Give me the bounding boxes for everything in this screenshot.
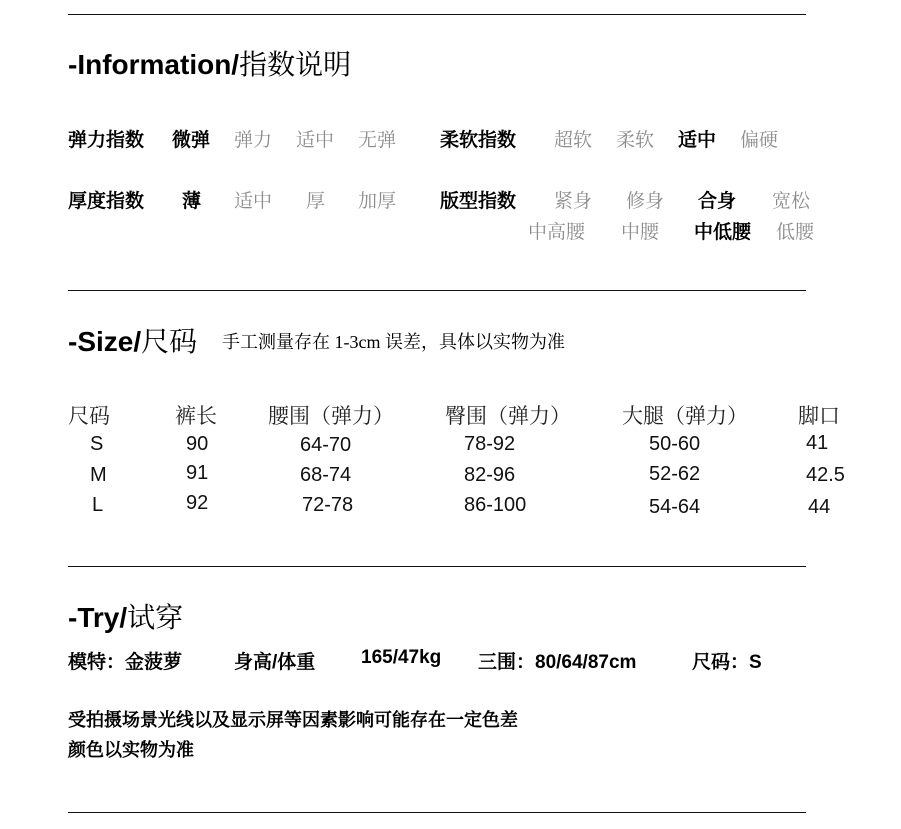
size-heading-en: -Size/	[68, 326, 142, 357]
measurements-value: 80/64/87cm	[535, 652, 637, 673]
color-disclaimer: 颜色以实物为准	[68, 740, 194, 760]
fit-option: 紧身	[554, 191, 593, 212]
table-cell: 86-100	[464, 494, 527, 516]
table-cell: 41	[806, 432, 829, 454]
table-cell: 52-62	[649, 463, 701, 485]
table-cell: 78-92	[464, 433, 516, 455]
thickness-option: 适中	[234, 191, 273, 212]
divider-line	[68, 290, 806, 291]
softness-option: 超软	[554, 130, 593, 151]
table-header: 尺码	[68, 404, 110, 428]
waist-option: 中腰	[621, 222, 660, 243]
elasticity-label: 弹力指数	[68, 130, 145, 151]
fit-label: 版型指数	[440, 191, 517, 212]
table-cell: 44	[808, 496, 831, 518]
table-cell: 50-60	[649, 433, 701, 455]
measurement-note: 手工测量存在 1-3cm 误差，具体以实物为准	[222, 332, 565, 352]
waist-option: 中高腰	[528, 222, 586, 243]
size-heading	[68, 320, 197, 360]
height-weight-label: 身高/体重	[234, 652, 316, 673]
table-header: 臀围（弹力）	[445, 404, 571, 428]
information-heading-en: -Information/	[68, 49, 240, 80]
softness-option: 适中	[678, 130, 717, 151]
elasticity-option: 适中	[296, 130, 335, 151]
divider-line	[68, 812, 806, 813]
thickness-option: 厚	[306, 191, 326, 212]
fit-option: 修身	[626, 191, 665, 212]
table-cell: 64-70	[300, 434, 352, 456]
table-cell: 82-96	[464, 464, 516, 486]
model-size-value: S	[749, 652, 762, 673]
softness-option: 柔软	[616, 130, 655, 151]
table-header: 大腿（弹力）	[622, 404, 748, 428]
divider-line	[68, 566, 806, 567]
table-cell: L	[92, 494, 104, 516]
try-heading-en: -Try/	[68, 602, 128, 633]
table-cell: 72-78	[302, 494, 354, 516]
model-size-label: 尺码：	[692, 652, 750, 673]
color-disclaimer: 受拍摄场景光线以及显示屏等因素影响可能存在一定色差	[68, 710, 518, 730]
information-heading	[68, 43, 351, 83]
table-cell: 42.5	[806, 464, 845, 486]
height-weight-value: 165/47kg	[361, 647, 442, 668]
size-heading-cn: 尺码	[141, 326, 198, 357]
thickness-option: 加厚	[358, 191, 397, 212]
table-cell: M	[90, 464, 107, 486]
table-header: 脚口	[798, 404, 840, 428]
elasticity-option: 微弹	[172, 130, 211, 151]
try-heading-cn: 试穿	[127, 602, 184, 633]
table-cell: 68-74	[300, 464, 352, 486]
measurements-label: 三围：	[478, 652, 536, 673]
table-cell: S	[90, 433, 104, 455]
elasticity-option: 无弹	[358, 130, 397, 151]
table-header: 裤长	[175, 404, 217, 428]
information-heading-cn: 指数说明	[239, 49, 352, 80]
table-cell: 92	[186, 492, 209, 514]
try-heading	[68, 596, 183, 636]
measurements	[478, 647, 636, 674]
thickness-option: 薄	[182, 191, 202, 212]
waist-option: 中低腰	[694, 222, 752, 243]
softness-option: 偏硬	[740, 130, 779, 151]
table-cell: 90	[186, 433, 209, 455]
model-label: 模特：	[68, 652, 126, 673]
divider-line	[68, 14, 806, 15]
model-info	[68, 647, 182, 674]
table-header: 腰围（弹力）	[268, 404, 394, 428]
softness-label: 柔软指数	[440, 130, 517, 151]
table-cell: 91	[186, 462, 209, 484]
model-size	[692, 647, 762, 674]
model-name: 金菠萝	[125, 652, 183, 673]
fit-option: 合身	[698, 191, 737, 212]
elasticity-option: 弹力	[234, 130, 273, 151]
thickness-label: 厚度指数	[68, 191, 145, 212]
fit-option: 宽松	[772, 191, 811, 212]
waist-option: 低腰	[776, 222, 815, 243]
table-cell: 54-64	[649, 496, 701, 518]
